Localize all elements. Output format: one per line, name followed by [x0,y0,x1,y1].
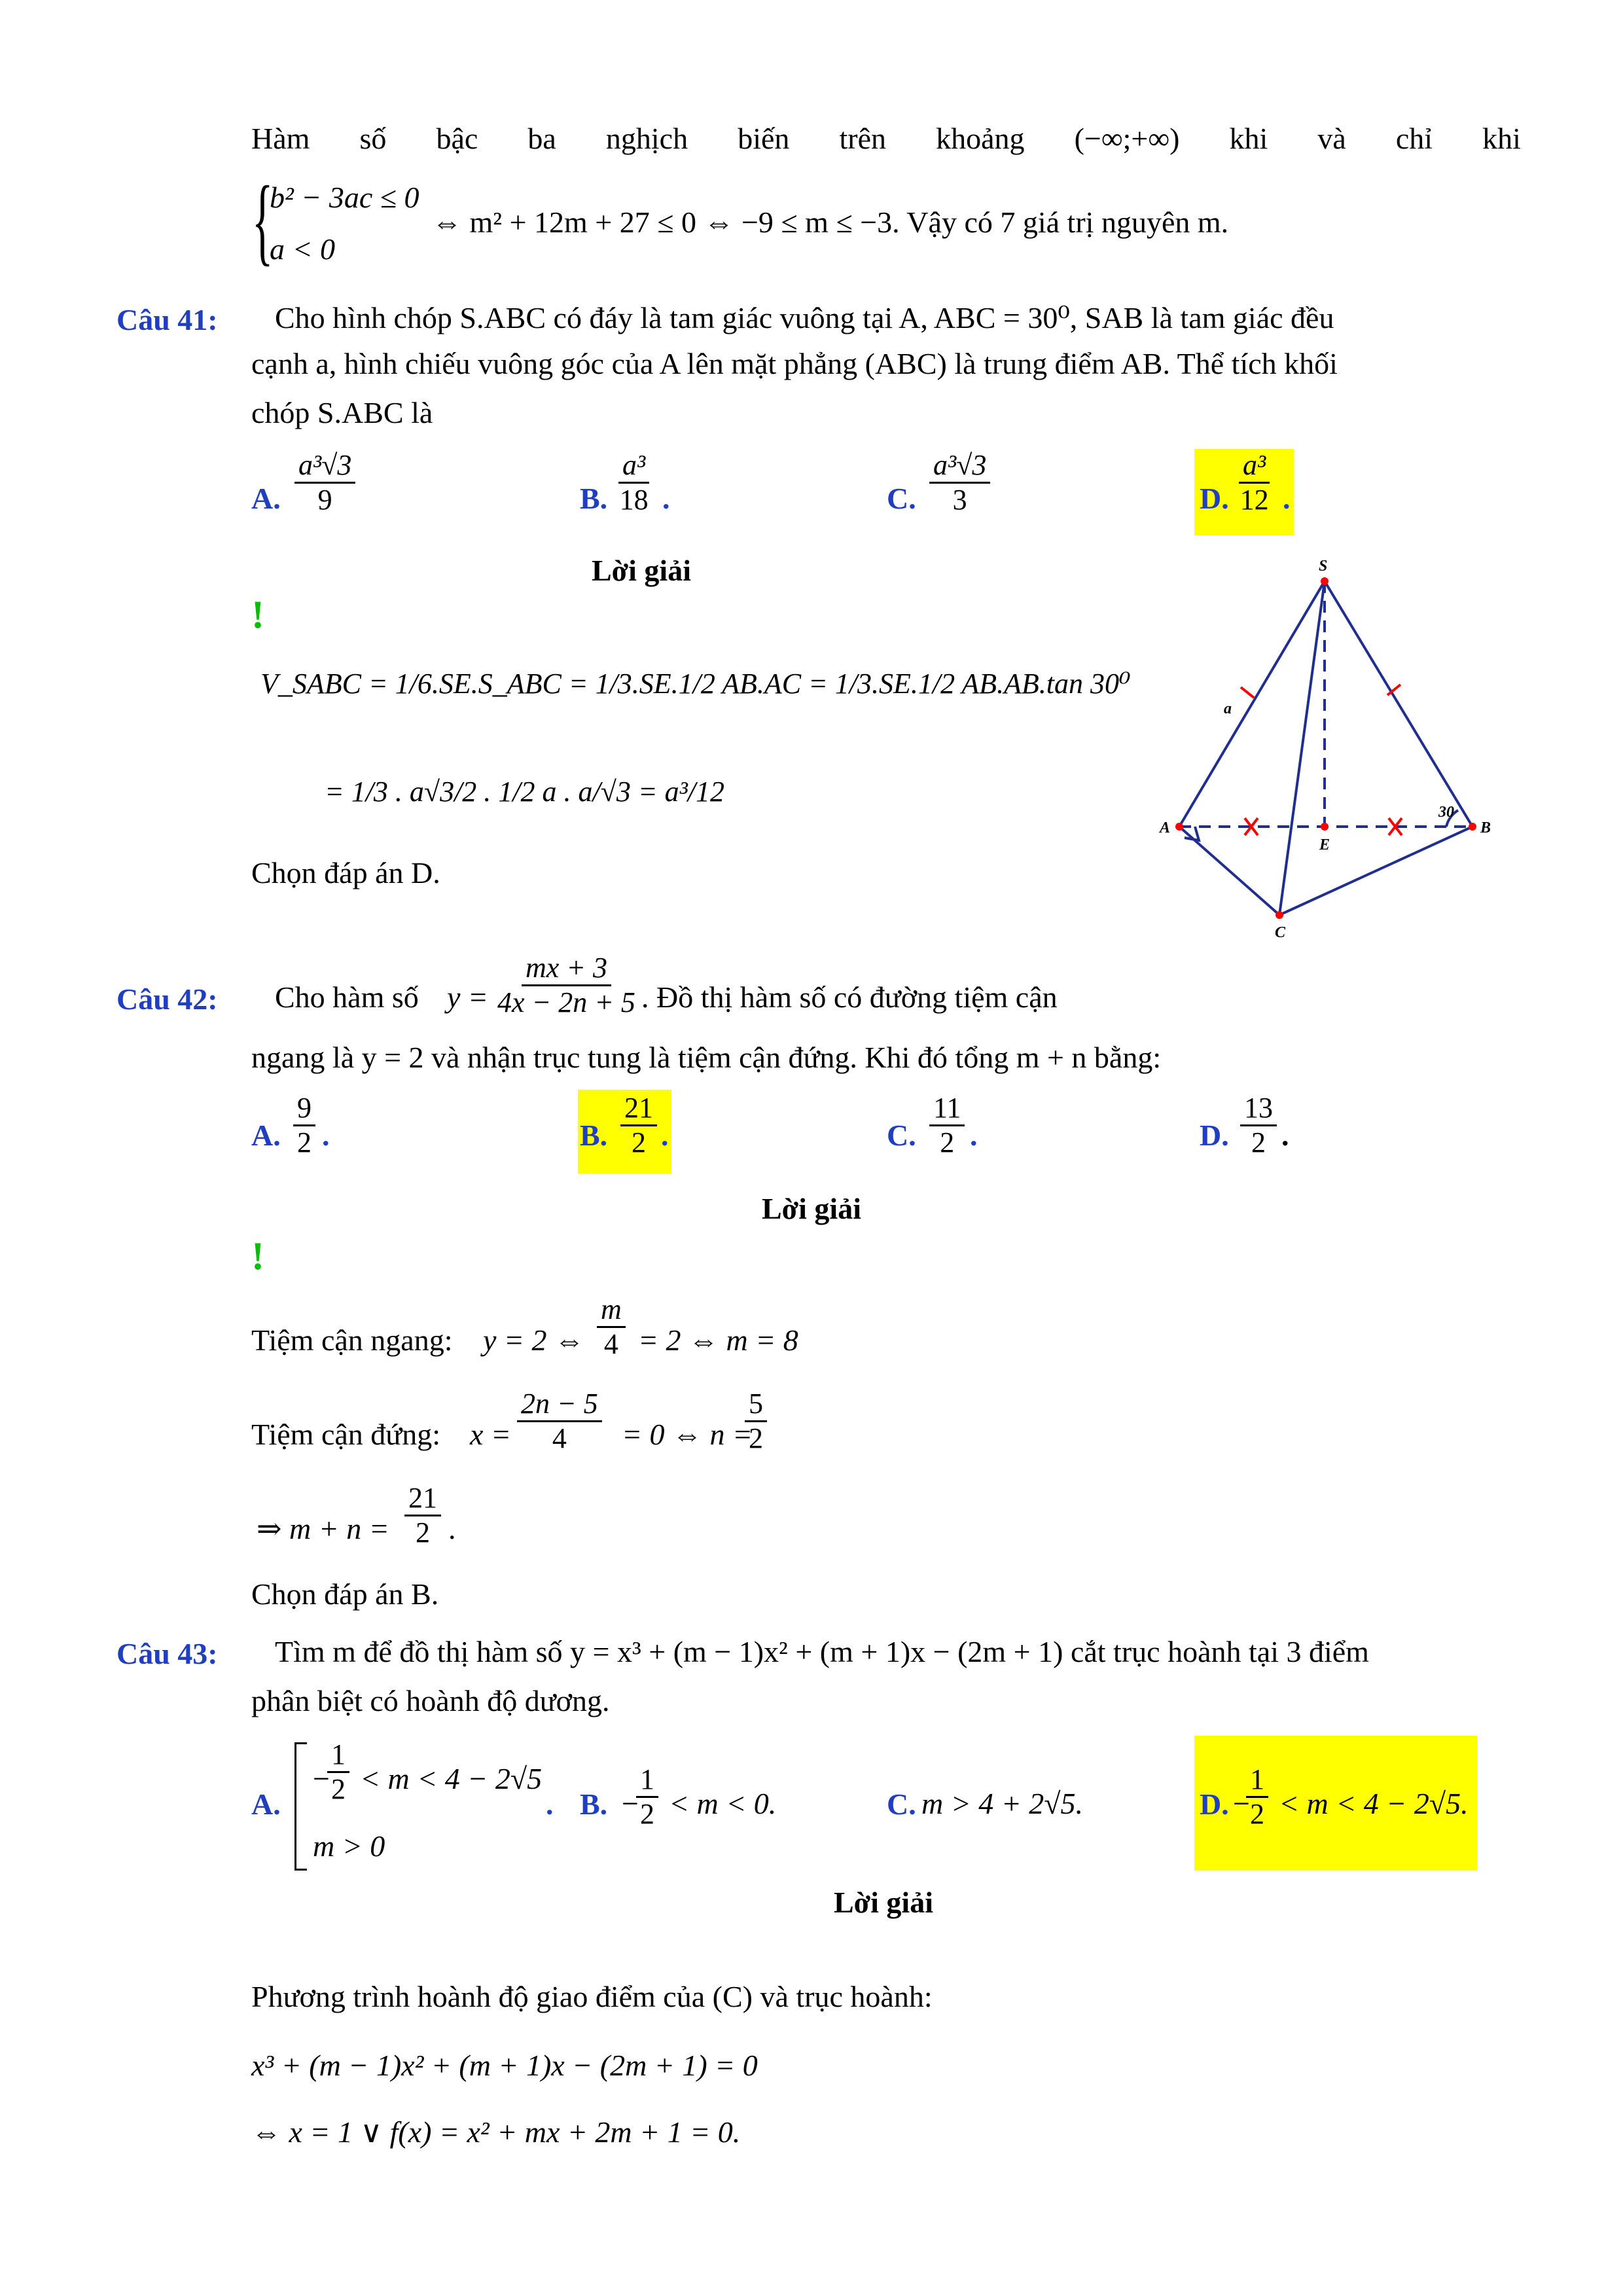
q42-s2-text: Tiệm cận đứng: [251,1418,441,1451]
label-edge-a: a [1224,700,1232,717]
point-a [1175,823,1183,831]
label-s: S [1319,558,1328,575]
q42-s1-b: = 2 ⇔ m = 8 [638,1323,798,1357]
point-b [1469,823,1476,831]
q41-option-d-letter: D. [1200,482,1229,515]
q41-label: Câu 41: [116,303,218,336]
q41-solution-title: Lời giải [592,554,691,587]
q41-line1: Cho hình chóp S.ABC có đáy là tam giác vuông tại A, ABC = 30⁰, SAB là tam giác đều [275,301,1334,334]
q42-s1-fraction: $\frac{m}{4}$ [597,1295,626,1359]
q43-s3: ⇔ x = 1 ∨ f(x) = x² + mx + 2m + 1 = 0. [251,2115,741,2149]
q43-option-b-fraction: $\frac{1}{2}$ [636,1765,658,1829]
q42-s1-a: y = 2 ⇔ [483,1323,584,1357]
intro-line1: Hàm số bậc ba nghịch biến trên khoảng (−∞;+∞) khi và chỉ khi [251,122,1521,155]
q41-option-d-fraction: $\frac{\text{a³}}{12}$ [1240,449,1269,516]
system-brace: { [252,166,274,275]
q42-choose: Chọn đáp án B. [251,1577,439,1611]
q41-option-a-fraction: $\frac{\text{a³√3}}{9}$ [294,450,355,515]
q41-option-a-letter: A. [251,482,281,515]
q43-line2: phân biệt có hoành độ dương. [251,1684,610,1717]
q43-option-a-bracket [294,1742,307,1871]
label-c: C [1275,924,1286,941]
q42-option-b-fraction: $\frac{21}{2}$ [620,1093,657,1158]
q41-choose: Chọn đáp án D. [251,856,440,889]
q41-line2: cạnh a, hình chiếu vuông góc của A lên mặt phẳng (ABC) là trung điểm AB. Thể tích khối [251,347,1338,380]
q41-solution-mark: ! [251,593,264,636]
q42-s3-fraction: $\frac{21}{2}$ [404,1483,441,1548]
edge-sc [1279,581,1325,915]
point-c [1275,911,1283,919]
pyramid-figure [1139,550,1505,942]
label-angle-30: 30 [1438,804,1454,821]
intro-line2-rest: ⇔ m² + 12m + 27 ≤ 0 ⇔ −9 ≤ m ≤ −3. Vậy có 7 giá trị nguyên m. [432,206,1229,239]
q42-lead: Cho hàm số [275,980,419,1014]
q43-option-a-fraction: $\frac{1}{2}$ [327,1740,349,1804]
q42-solution-mark: ! [251,1234,264,1278]
point-e [1321,823,1329,831]
system-bottom: a < 0 [270,232,336,266]
q41-option-c-letter: C. [887,482,916,515]
label-e: E [1319,836,1330,853]
q41-formula2: = 1/3 . a√3/2 . 1/2 a . a/√3 = a³/12 [325,776,724,808]
q41-formula1: V_SABC = 1/6.SE.S_ABC = 1/3.SE.1/2 AB.AC = 1/3.SE.1/2 AB.AB.tan 30⁰ [260,668,1131,700]
q42-func-lhs: y = [447,980,488,1014]
label-a: A [1160,819,1171,836]
edge-sb [1325,581,1472,827]
q41-option-b-letter: B. [580,482,608,515]
q42-s2-b: = 0 ⇔ n = [622,1418,753,1451]
edge-bc [1279,827,1472,915]
q43-line1: Tìm m để đồ thị hàm số y = x³ + (m − 1)x² + (m + 1)x − (2m + 1) cắt trục hoành tại 3 điểm [275,1635,1369,1668]
q42-line2: ngang là y = 2 và nhận trục tung là tiệm cận đứng. Khi đó tổng m + n bằng: [251,1041,1162,1074]
q42-s2-fraction2: $\frac{5}{2}$ [745,1389,767,1454]
q42-line1-rest: . Đồ thị hàm số có đường tiệm cận [641,980,1058,1014]
edge-sa [1179,581,1325,827]
tick-sa [1241,687,1254,698]
q41-option-c-fraction: $\frac{\text{a³√3}}{3}$ [929,450,990,515]
q42-label: Câu 42: [116,982,218,1016]
q43-s2: x³ + (m − 1)x² + (m + 1)x − (2m + 1) = 0 [251,2049,758,2082]
q43-option-d-fraction: $\frac{1}{2}$ [1246,1765,1268,1829]
q42-s2-fraction: $\frac{2n - 5}{4}$ [517,1389,602,1454]
point-s [1321,577,1329,585]
q42-option-a-fraction: $\frac{9}{2}$ [293,1093,315,1158]
q41-option-b-fraction: $\frac{\text{a³}}{18}$ [619,449,649,516]
q42-s3-a: ⇒ m + n = [257,1512,389,1545]
q42-func-fraction: $\frac{mx + 3}{4x - 2n + 5}$ [497,952,635,1019]
q42-option-d-fraction: $\frac{13}{2}$ [1240,1093,1277,1158]
q41-line3: chóp S.ABC là [251,396,433,429]
q42-s2-a: x = [470,1418,511,1451]
q43-label: Câu 43: [116,1637,218,1670]
q43-s1: Phương trình hoành độ giao điểm của (C) và trục hoành: [251,1980,933,2013]
system-top: b² − 3ac ≤ 0 [270,181,419,214]
q43-solution-title: Lời giải [834,1886,933,1919]
q42-s3-b: . [448,1512,456,1545]
label-b: B [1480,819,1491,836]
q42-s1-text: Tiệm cận ngang: [251,1323,453,1357]
q42-solution-title: Lời giải [762,1192,861,1225]
q42-option-c-fraction: $\frac{11}{2}$ [929,1093,965,1158]
